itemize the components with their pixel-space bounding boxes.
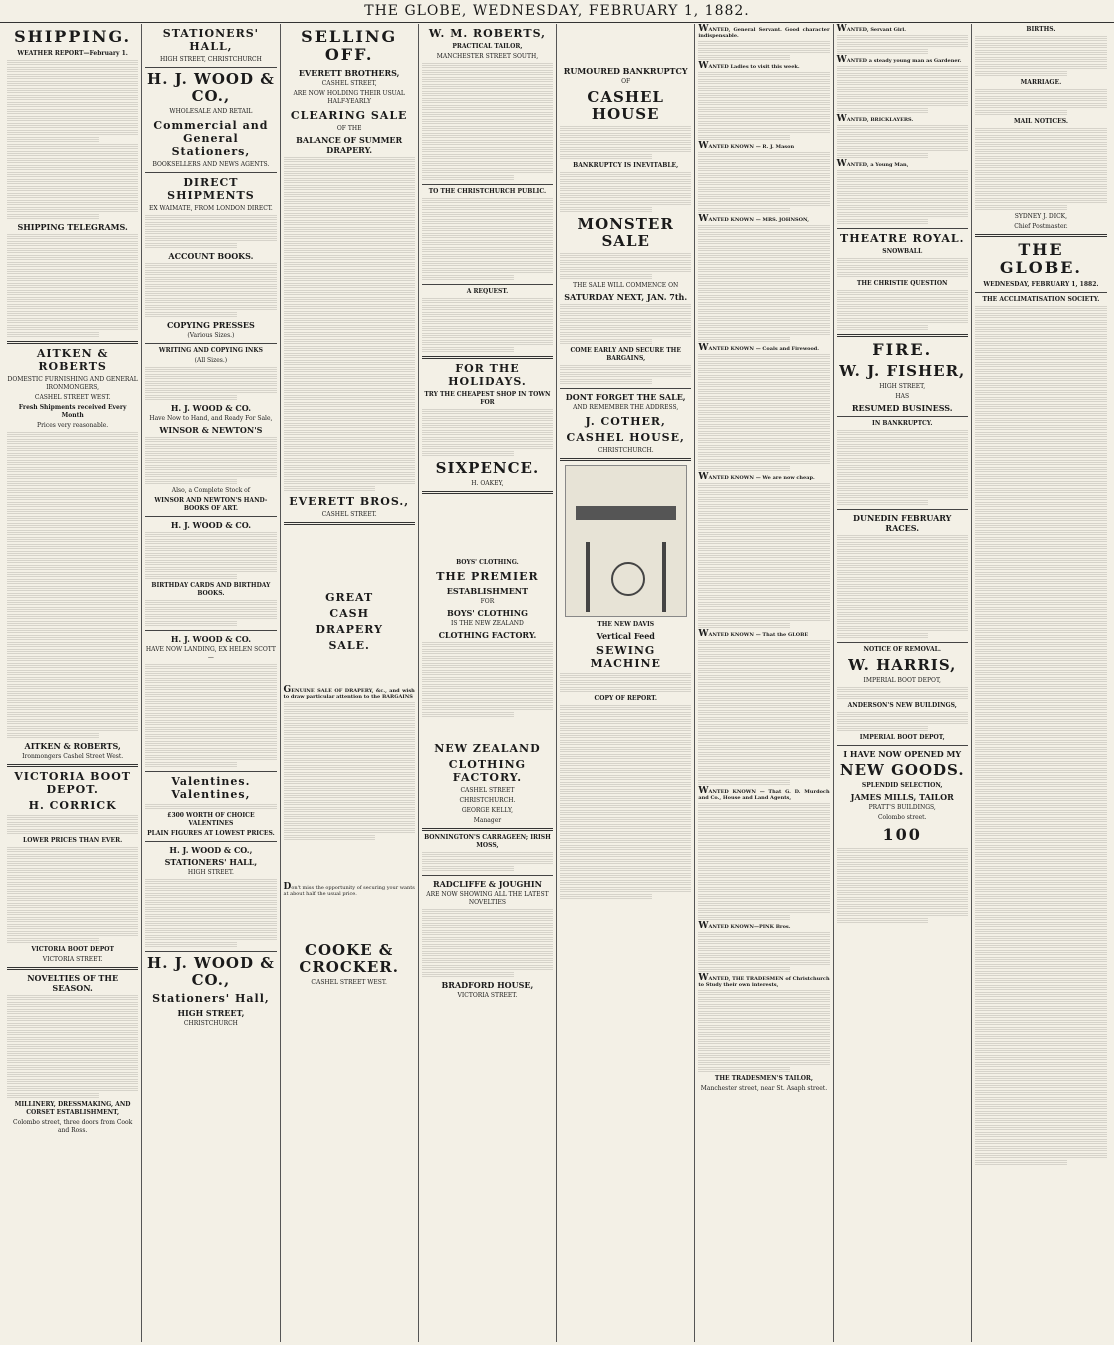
shipping-telegrams: SHIPPING TELEGRAMS. xyxy=(17,222,128,232)
globe-date: WEDNESDAY, FEBRUARY 1, 1882. xyxy=(983,281,1099,288)
cheapest-shop: TRY THE CHEAPEST SHOP IN TOWN FOR xyxy=(424,391,551,406)
hjwood-heading: H. J. WOOD & CO., xyxy=(147,70,275,105)
masthead-title: THE GLOBE, WEDNESDAY, FEBRUARY 1, 1882. xyxy=(364,3,750,19)
weather-report: WEATHER REPORT—February 1. xyxy=(17,50,128,57)
dont-forget: DONT FORGET THE SALE, xyxy=(565,392,686,402)
cashel-house-2: CASHEL HOUSE, xyxy=(566,431,685,444)
vertical-feed: Vertical Feed xyxy=(596,631,655,641)
corrick-heading: H. CORRICK xyxy=(28,799,117,812)
for: FOR xyxy=(480,598,495,605)
young-man: WANTED, a Young Man, xyxy=(836,159,909,169)
cashel-house: CASHEL HOUSE xyxy=(587,88,664,123)
depot-sign: VICTORIA BOOT DEPOT xyxy=(31,946,114,953)
colombo-street: Colombo street. xyxy=(877,814,927,821)
imperial-boot-2: IMPERIAL BOOT DEPOT, xyxy=(859,734,945,741)
monster-sale: MONSTER SALE xyxy=(577,215,674,250)
now-showing: ARE NOW SHOWING ALL THE LATEST NOVELTIES xyxy=(426,891,549,906)
practical-tailor: PRACTICAL TAILOR, xyxy=(452,43,523,50)
saturday-next: SATURDAY NEXT, JAN. 7th. xyxy=(564,292,688,302)
column-7 xyxy=(834,24,972,1342)
new-davis: THE NEW DAVIS xyxy=(597,621,655,628)
hand-ready: Have Now to Hand, and Ready For Sale, xyxy=(149,415,273,422)
cashel-street-2: CASHEL STREET. xyxy=(321,511,377,518)
birthday-cards: BIRTHDAY CARDS AND BIRTHDAY BOOKS. xyxy=(151,582,271,597)
high-street-2: HIGH STREET. xyxy=(187,869,234,876)
the-globe: THE GLOBE. xyxy=(999,240,1082,277)
new-zealand: NEW ZEALAND xyxy=(434,742,541,755)
copying-sizes: (Various Sizes.) xyxy=(187,332,235,339)
acclimatisation-society: THE ACCLIMATISATION SOCIETY. xyxy=(982,296,1100,303)
clearing-sale: CLEARING SALE xyxy=(290,109,408,122)
inevitable: BANKRUPTCY IS INEVITABLE, xyxy=(573,162,679,169)
in-bankruptcy: IN BANKRUPTCY. xyxy=(872,420,933,427)
shipping-heading: SHIPPING. xyxy=(14,27,132,46)
wholesale: WHOLESALE AND RETAIL xyxy=(169,108,253,115)
masthead xyxy=(0,0,1114,23)
cooke-crocker: COOKE & CROCKER. xyxy=(299,941,399,976)
booksellers: BOOKSELLERS AND NEWS AGENTS. xyxy=(152,161,270,168)
stationers-hall-3: Stationers' Hall, xyxy=(152,992,270,1005)
resumed-business: RESUMED BUSINESS. xyxy=(851,403,953,413)
direct-shipments: DIRECT SHIPMENTS xyxy=(167,176,255,202)
novelties-heading: NOVELTIES OF THE SEASON. xyxy=(27,973,119,993)
steady-young-man: WANTED a steady young man as Gardener. xyxy=(836,55,962,65)
manager: Manager xyxy=(473,817,502,824)
clothing-factory: CLOTHING FACTORY. xyxy=(438,630,537,640)
tradesmens-tailor: THE TRADESMEN'S TAILOR, xyxy=(714,1075,813,1082)
to-christchurch: TO THE CHRISTCHURCH PUBLIC. xyxy=(428,188,547,195)
aitken-roberts-heading: AITKEN & ROBERTS xyxy=(36,347,109,373)
fire: FIRE. xyxy=(872,340,933,359)
aitken-sub: DOMESTIC FURNISHING AND GENERAL IRONMONGERS, xyxy=(7,376,138,391)
chief-postmaster: Chief Postmaster. xyxy=(1014,223,1068,230)
of: OF xyxy=(621,78,631,85)
cashel-street-3: CASHEL STREET xyxy=(460,787,515,794)
everett-bros: EVERETT BROS., xyxy=(289,495,410,508)
hjwood-heading-2: H. J. WOOD & CO. xyxy=(170,403,251,413)
premier: THE PREMIER xyxy=(436,570,539,583)
genuine-sale: GENUINE SALE OF DRAPERY, &c., and wish to draw particular attention to the BARGAINS xyxy=(283,685,415,700)
of-the: OF THE xyxy=(336,125,362,132)
colombo-address: Colombo street, three doors from Cook and Ross. xyxy=(12,1119,133,1134)
rumoured-bankruptcy: RUMOURED BANKRUPTCY xyxy=(563,66,688,76)
christchurch-2: CHRISTCHURCH. xyxy=(459,797,516,804)
remember-address: AND REMEMBER THE ADDRESS, xyxy=(573,404,679,411)
hjwood-heading-5: H. J. WOOD & CO., xyxy=(169,845,253,855)
births: BIRTHS. xyxy=(1026,26,1056,33)
column-3 xyxy=(281,24,419,1342)
column-5 xyxy=(557,24,695,1342)
splendid-selection: SPLENDID SELECTION, xyxy=(861,782,943,789)
wanted-6: WANTED KNOWN — We are now cheap. xyxy=(698,472,815,482)
hjwood-heading-3: H. J. WOOD & CO. xyxy=(170,520,251,530)
anderson-buildings: ANDERSON'S NEW BUILDINGS, xyxy=(847,702,957,709)
servant-girl: WANTED, Servant Girl. xyxy=(836,24,907,34)
boys-clothing: BOYS' CLOTHING. xyxy=(456,559,519,566)
wanted-9: WANTED, THE TRADESMEN of Christchurch to Study their own interests, xyxy=(698,973,830,988)
imperial-boot: IMPERIAL BOOT DEPOT, xyxy=(863,677,941,684)
high-street-fisher: HIGH STREET, xyxy=(879,383,926,390)
dunedin-races: DUNEDIN FEBRUARY RACES. xyxy=(853,513,952,533)
oakey: H. OAKEY, xyxy=(471,480,504,487)
account-books: ACCOUNT BOOKS. xyxy=(168,251,254,261)
wanted-8: WANTED KNOWN — That G. D. Murdoch and Co., House and Land Agents, xyxy=(698,786,830,801)
great: GREAT xyxy=(325,591,374,604)
prices-reasonable: Prices very reasonable. xyxy=(37,422,109,429)
selling-off: SELLING OFF. xyxy=(301,27,398,64)
balance-summer: BALANCE OF SUMMER DRAPERY. xyxy=(296,135,403,155)
copying-presses: COPYING PRESSES xyxy=(167,320,255,330)
column-8 xyxy=(972,24,1110,1342)
now-holding: ARE NOW HOLDING THEIR USUAL HALF-YEARLY xyxy=(293,90,405,105)
plain-figures: PLAIN FIGURES AT LOWEST PRICES. xyxy=(147,830,275,837)
wanted-3: WANTED KNOWN — R. J. Mason xyxy=(698,141,795,151)
landing: HAVE NOW LANDING, EX HELEN SCOTT— xyxy=(145,646,276,661)
stationers-hall: STATIONERS' HALL, xyxy=(162,27,260,53)
victoria-boot-depot: VICTORIA BOOT DEPOT. xyxy=(14,770,131,796)
james-mills: JAMES MILLS, TAILOR xyxy=(850,792,954,802)
victoria-street: VICTORIA STREET. xyxy=(457,992,518,999)
aitken-ironmongers: Ironmongers Cashel Street West. xyxy=(22,753,124,760)
valentines-sub: £300 WORTH OF CHOICE VALENTINES xyxy=(167,812,255,827)
column-1 xyxy=(4,24,142,1342)
wanted-7: WANTED KNOWN — That the GLOBE xyxy=(698,629,809,639)
writing-sizes: (All Sizes.) xyxy=(194,357,228,364)
manchester-street: Manchester street, near St. Asaph street. xyxy=(700,1085,828,1092)
depot-street: VICTORIA STREET. xyxy=(42,956,103,963)
copy-report: COPY OF REPORT. xyxy=(594,695,657,702)
sydney-dick: SYDNEY J. DICK, xyxy=(1014,213,1068,220)
christchurch-3: CHRISTCHURCH. xyxy=(597,447,654,454)
clothing-factory-2: CLOTHING FACTORY. xyxy=(448,758,527,784)
opened-my: I HAVE NOW OPENED MY xyxy=(843,749,962,759)
winsor-newton: WINSOR & NEWTON'S xyxy=(159,425,263,435)
come-early: COME EARLY AND SECURE THE BARGAINS, xyxy=(570,347,681,362)
hundred: 100 xyxy=(882,825,922,844)
sewing-machine-illustration xyxy=(565,465,687,617)
aitken-sign: AITKEN & ROBERTS, xyxy=(24,741,121,751)
sale: SALE. xyxy=(328,639,370,652)
cooke-street: CASHEL STREET WEST. xyxy=(311,979,387,986)
drapery: DRAPERY xyxy=(315,623,383,636)
radcliffe-joughin: RADCLIFFE & JOUGHIN xyxy=(432,879,542,889)
sixpence: SIXPENCE. xyxy=(435,459,540,477)
also-stock: Also, a Complete Stock of xyxy=(171,487,250,494)
has: HAS xyxy=(895,393,910,400)
hjwood-heading-6: H. J. WOOD & CO., xyxy=(147,954,275,989)
writing-inks: WRITING AND COPYING INKS xyxy=(158,347,263,354)
high-street: HIGH STREET, CHRISTCHURCH xyxy=(159,56,262,63)
snowball: SNOWBALL xyxy=(882,248,923,255)
high-street-3: HIGH STREET, xyxy=(177,1008,245,1018)
christie-question: THE CHRISTIE QUESTION xyxy=(856,280,948,287)
theatre-royal: THEATRE ROYAL. xyxy=(840,232,965,245)
newspaper-columns xyxy=(4,24,1110,1342)
for-holidays: FOR THE HOLIDAYS. xyxy=(448,362,527,388)
wanted-2: WANTED Ladies to visit this week. xyxy=(698,61,800,71)
lower-prices: LOWER PRICES THAN EVER. xyxy=(23,837,123,844)
is-new-zealand: IS THE NEW ZEALAND xyxy=(450,620,524,627)
column-2 xyxy=(142,24,280,1342)
sale-commence: THE SALE WILL COMMENCE ON xyxy=(573,282,679,289)
aitken-address: CASHEL STREET WEST. xyxy=(34,394,111,401)
bradford-house: BRADFORD HOUSE, xyxy=(441,980,534,990)
dont-miss: Don't miss the opportunity of securing your wants at about half the usual price. xyxy=(283,882,415,897)
wanted-1: WANTED, General Servant. Good character indispensable. xyxy=(698,24,830,39)
pratts-buildings: PRATT'S BUILDINGS, xyxy=(868,804,936,811)
column-6 xyxy=(695,24,833,1342)
marriage: MARRIAGE. xyxy=(1020,79,1062,86)
commercial-stationers: Commercial and General Stationers, xyxy=(153,119,269,158)
w-harris: W. HARRIS, xyxy=(848,656,957,674)
wanted-5: WANTED KNOWN — Coals and Firewood. xyxy=(698,343,820,353)
manchester-south: MANCHESTER STREET SOUTH, xyxy=(436,53,539,60)
millinery: MILLINERY, DRESSMAKING, AND CORSET ESTABLISHMENT, xyxy=(14,1101,131,1116)
christchurch: CHRISTCHURCH xyxy=(183,1020,238,1027)
roberts-heading: W. M. ROBERTS, xyxy=(428,27,546,40)
fresh-shipments: Fresh Shipments received Every Month xyxy=(18,404,127,419)
request: A REQUEST. xyxy=(466,288,509,295)
bricklayers: WANTED, BRICKLAYERS. xyxy=(836,114,914,124)
sewing-machine: SEWING MACHINE xyxy=(590,644,661,670)
ex-waimate: EX WAIMATE, FROM LONDON DIRECT. xyxy=(148,205,273,212)
boys-clothing-2: BOYS' CLOTHING xyxy=(446,608,528,618)
new-goods: NEW GOODS. xyxy=(839,761,965,779)
bonnington: BONNINGTON'S CARRAGEEN; IRISH MOSS, xyxy=(424,834,551,849)
notice-removal: NOTICE OF REMOVAL. xyxy=(863,646,941,653)
wanted-4: WANTED KNOWN — MRS. JOHNSON, xyxy=(698,214,810,224)
column-4 xyxy=(419,24,557,1342)
wj-fisher: W. J. FISHER, xyxy=(839,362,966,380)
wanted-10: WANTED KNOWN—PINK Bros. xyxy=(698,921,791,931)
hjwood-heading-4: H. J. WOOD & CO. xyxy=(170,634,251,644)
establishment: ESTABLISHMENT xyxy=(446,586,529,596)
valentines: Valentines. Valentines, xyxy=(171,775,251,801)
cashel-street: CASHEL STREET, xyxy=(321,80,377,87)
everett-brothers: EVERETT BROTHERS, xyxy=(298,68,400,78)
winsor-handbooks: WINSOR AND NEWTON'S HAND-BOOKS OF ART. xyxy=(154,497,268,512)
cash: CASH xyxy=(329,607,369,620)
j-cother: J. COTHER, xyxy=(585,415,666,428)
george-kelly: GEORGE KELLY, xyxy=(461,807,514,814)
stationers-hall-2: STATIONERS' HALL, xyxy=(164,857,258,867)
mail-notices: MAIL NOTICES. xyxy=(1013,118,1068,125)
